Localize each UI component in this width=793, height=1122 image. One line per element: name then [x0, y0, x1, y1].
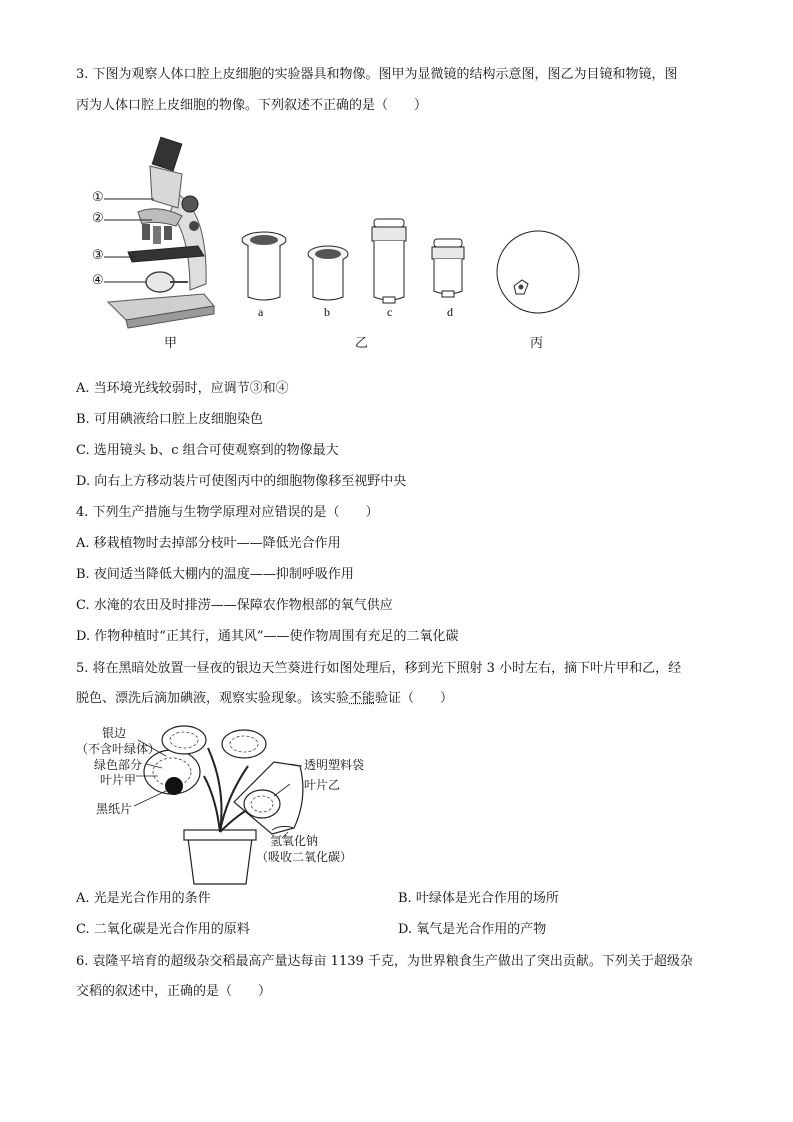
caption-jia: 甲 [164, 336, 178, 351]
label-plastic-bag: 透明塑料袋 [304, 758, 365, 772]
q3-stem-line2: 丙为人体口腔上皮细胞的物像。下列叙述不正确的是（ ） [76, 98, 428, 113]
marker-3: ③ [92, 248, 104, 263]
q3-option-d: D. 向右上方移动装片可使图丙中的细胞物像移至视野中央 [76, 474, 407, 489]
q5-emphasis: 不能 [349, 691, 376, 706]
q5-option-a: A. 光是光合作用的条件 [76, 891, 211, 906]
q5-option-b: B. 叶绿体是光合作用的场所 [398, 891, 559, 906]
q3-option-c: C. 选用镜头 b、c 组合可使观察到的物像最大 [76, 443, 339, 458]
caption-yi: 乙 [355, 336, 369, 351]
q5-stem-line2 [76, 690, 453, 708]
lenses-figure [240, 215, 480, 310]
q5-stem-part1: 脱色、漂洗后滴加碘液，观察实验现象。该实验 [76, 691, 350, 706]
field-of-view-figure [494, 228, 582, 316]
q5-option-c: C. 二氧化碳是光合作用的原料 [76, 922, 250, 937]
lens-d [432, 239, 464, 297]
label-black-paper: 黑纸片 [96, 802, 133, 816]
marker-4: ④ [92, 273, 104, 288]
lens-label-a: a [258, 305, 264, 319]
q5-option-d: D. 氧气是光合作用的产物 [398, 922, 547, 937]
q5-stem-line1: 5. 将在黑暗处放置一昼夜的银边天竺葵进行如图处理后，移到光下照射 3 小时左右，摘下叶片甲和乙，经 [76, 661, 682, 676]
marker-1: ① [92, 190, 104, 205]
label-no-chlorophyll: （不含叶绿体） [76, 742, 161, 756]
marker-2: ② [92, 211, 104, 226]
q4-stem: 4. 下列生产措施与生物学原理对应错误的是（ ） [76, 505, 379, 520]
caption-bing: 丙 [530, 336, 544, 351]
lens-a [242, 232, 286, 300]
lens-label-d: d [447, 305, 453, 319]
q4-option-d: D. 作物种植时“正其行，通其风”——使作物周围有充足的二氧化碳 [76, 629, 459, 644]
q6-stem-line1: 6. 袁隆平培育的超级杂交稻最高产量达每亩 1139 千克，为世界粮食生产做出了突出贡献。下列关于超级杂 [76, 954, 693, 969]
black-paper [165, 777, 183, 795]
label-leaf-jia: 叶片甲 [100, 773, 137, 787]
lens-label-b: b [324, 305, 330, 319]
q3-option-b: B. 可用碘液给口腔上皮细胞染色 [76, 412, 263, 427]
label-green-part: 绿色部分 [94, 758, 143, 772]
q3-option-a: A. 当环境光线较弱时，应调节③和④ [76, 381, 289, 396]
q6-stem-line2: 交稻的叙述中，正确的是（ ） [76, 984, 272, 999]
q4-option-c: C. 水淹的农田及时排涝——保障农作物根部的氧气供应 [76, 598, 393, 613]
label-absorb-co2: （吸收二氧化碳） [256, 850, 353, 864]
coarse-adjustment-knob [182, 196, 198, 212]
label-naoh: 氢氧化钠 [270, 834, 319, 848]
lens-b [308, 246, 348, 300]
eyepiece [152, 137, 182, 170]
q4-option-a: A. 移栽植物时去掉部分枝叶——降低光合作用 [76, 536, 341, 551]
q4-option-b: B. 夜间适当降低大棚内的温度——抑制呼吸作用 [76, 567, 354, 582]
lens-c [372, 219, 406, 303]
q5-stem-part2: 验证（ ） [375, 691, 454, 706]
label-leaf-yi: 叶片乙 [304, 778, 341, 792]
flower-pot [188, 838, 252, 884]
q3-stem-line1: 3. 下图为观察人体口腔上皮细胞的实验器具和物像。图甲为显微镜的结构示意图，图乙为目镜和物镜，图 [76, 67, 678, 82]
label-yinbian: 银边 [102, 726, 127, 740]
lens-label-c: c [387, 305, 393, 319]
